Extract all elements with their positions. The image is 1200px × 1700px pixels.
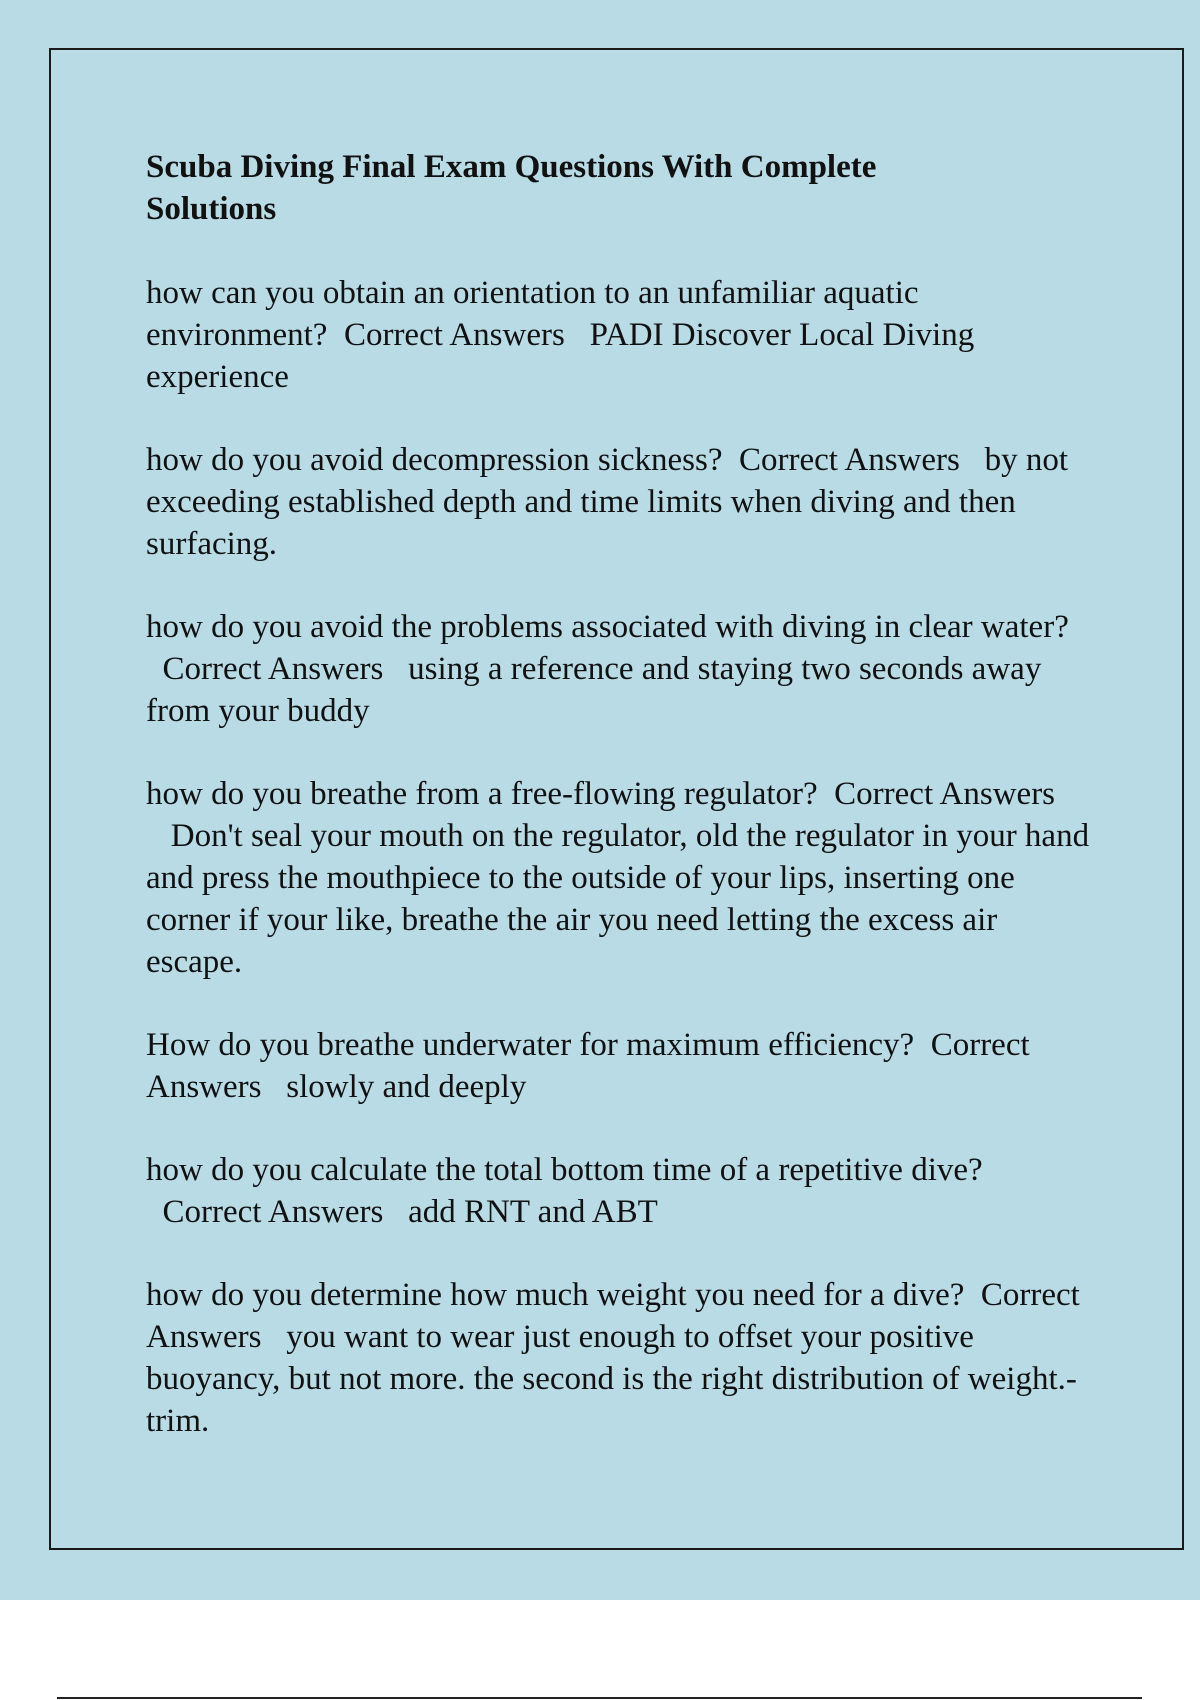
qa-item [146,1024,1096,1108]
question-text: how do you avoid the problems associated with diving in clear water? [146,609,1069,645]
question-text: how do you breathe from a free-flowing regulator? [146,776,818,812]
answer-text: add RNT and ABT [408,1194,658,1230]
qa-item [146,1274,1096,1442]
question-text: how do you calculate the total bottom time of a repetitive dive? [146,1152,983,1188]
question-text: how do you avoid decompression sickness? [146,442,723,478]
question-text: how can you obtain an orientation to an unfamiliar aquatic environment? [146,275,919,353]
answer-label: Correct Answers [739,442,960,478]
document-content [146,146,1096,1483]
answer-text: you want to wear just enough to offset your positive buoyancy, but not more. the second is the right distribution of weight.- trim. [146,1319,1077,1439]
question-text: how do you determine how much weight you need for a dive? [146,1277,965,1313]
answer-text: slowly and deeply [286,1069,527,1105]
answer-text: Don't seal your mouth on the regulator, old the regulator in your hand and press the mouthpiece to the outside of your lips, inserting one corner if your like, breathe the air you need letting the excess air escape. [146,818,1090,980]
answer-text: PADI Discover Local Diving experience [146,317,975,395]
answer-label: Correct Answers [343,317,565,353]
footer-divider [57,1697,1142,1699]
answer-label: Correct Answers [834,776,1056,812]
answer-label: Correct Answers [162,1194,384,1230]
qa-item [146,272,1096,398]
question-text: How do you breathe underwater for maximum efficiency? [146,1027,915,1063]
qa-item [146,606,1096,732]
document-title: Scuba Diving Final Exam Questions With Complete Solutions [146,149,877,227]
answer-text: using a reference and staying two seconds away from your buddy [146,651,1042,729]
qa-item [146,439,1096,565]
qa-item [146,773,1096,983]
answer-label: Correct Answers [162,651,384,687]
qa-item [146,1149,1096,1233]
answer-label: Correct Answers [146,1277,1080,1355]
answer-label: Correct Answers [146,1027,1030,1105]
answer-text: by not exceeding established depth and time limits when diving and then surfacing. [146,442,1069,562]
